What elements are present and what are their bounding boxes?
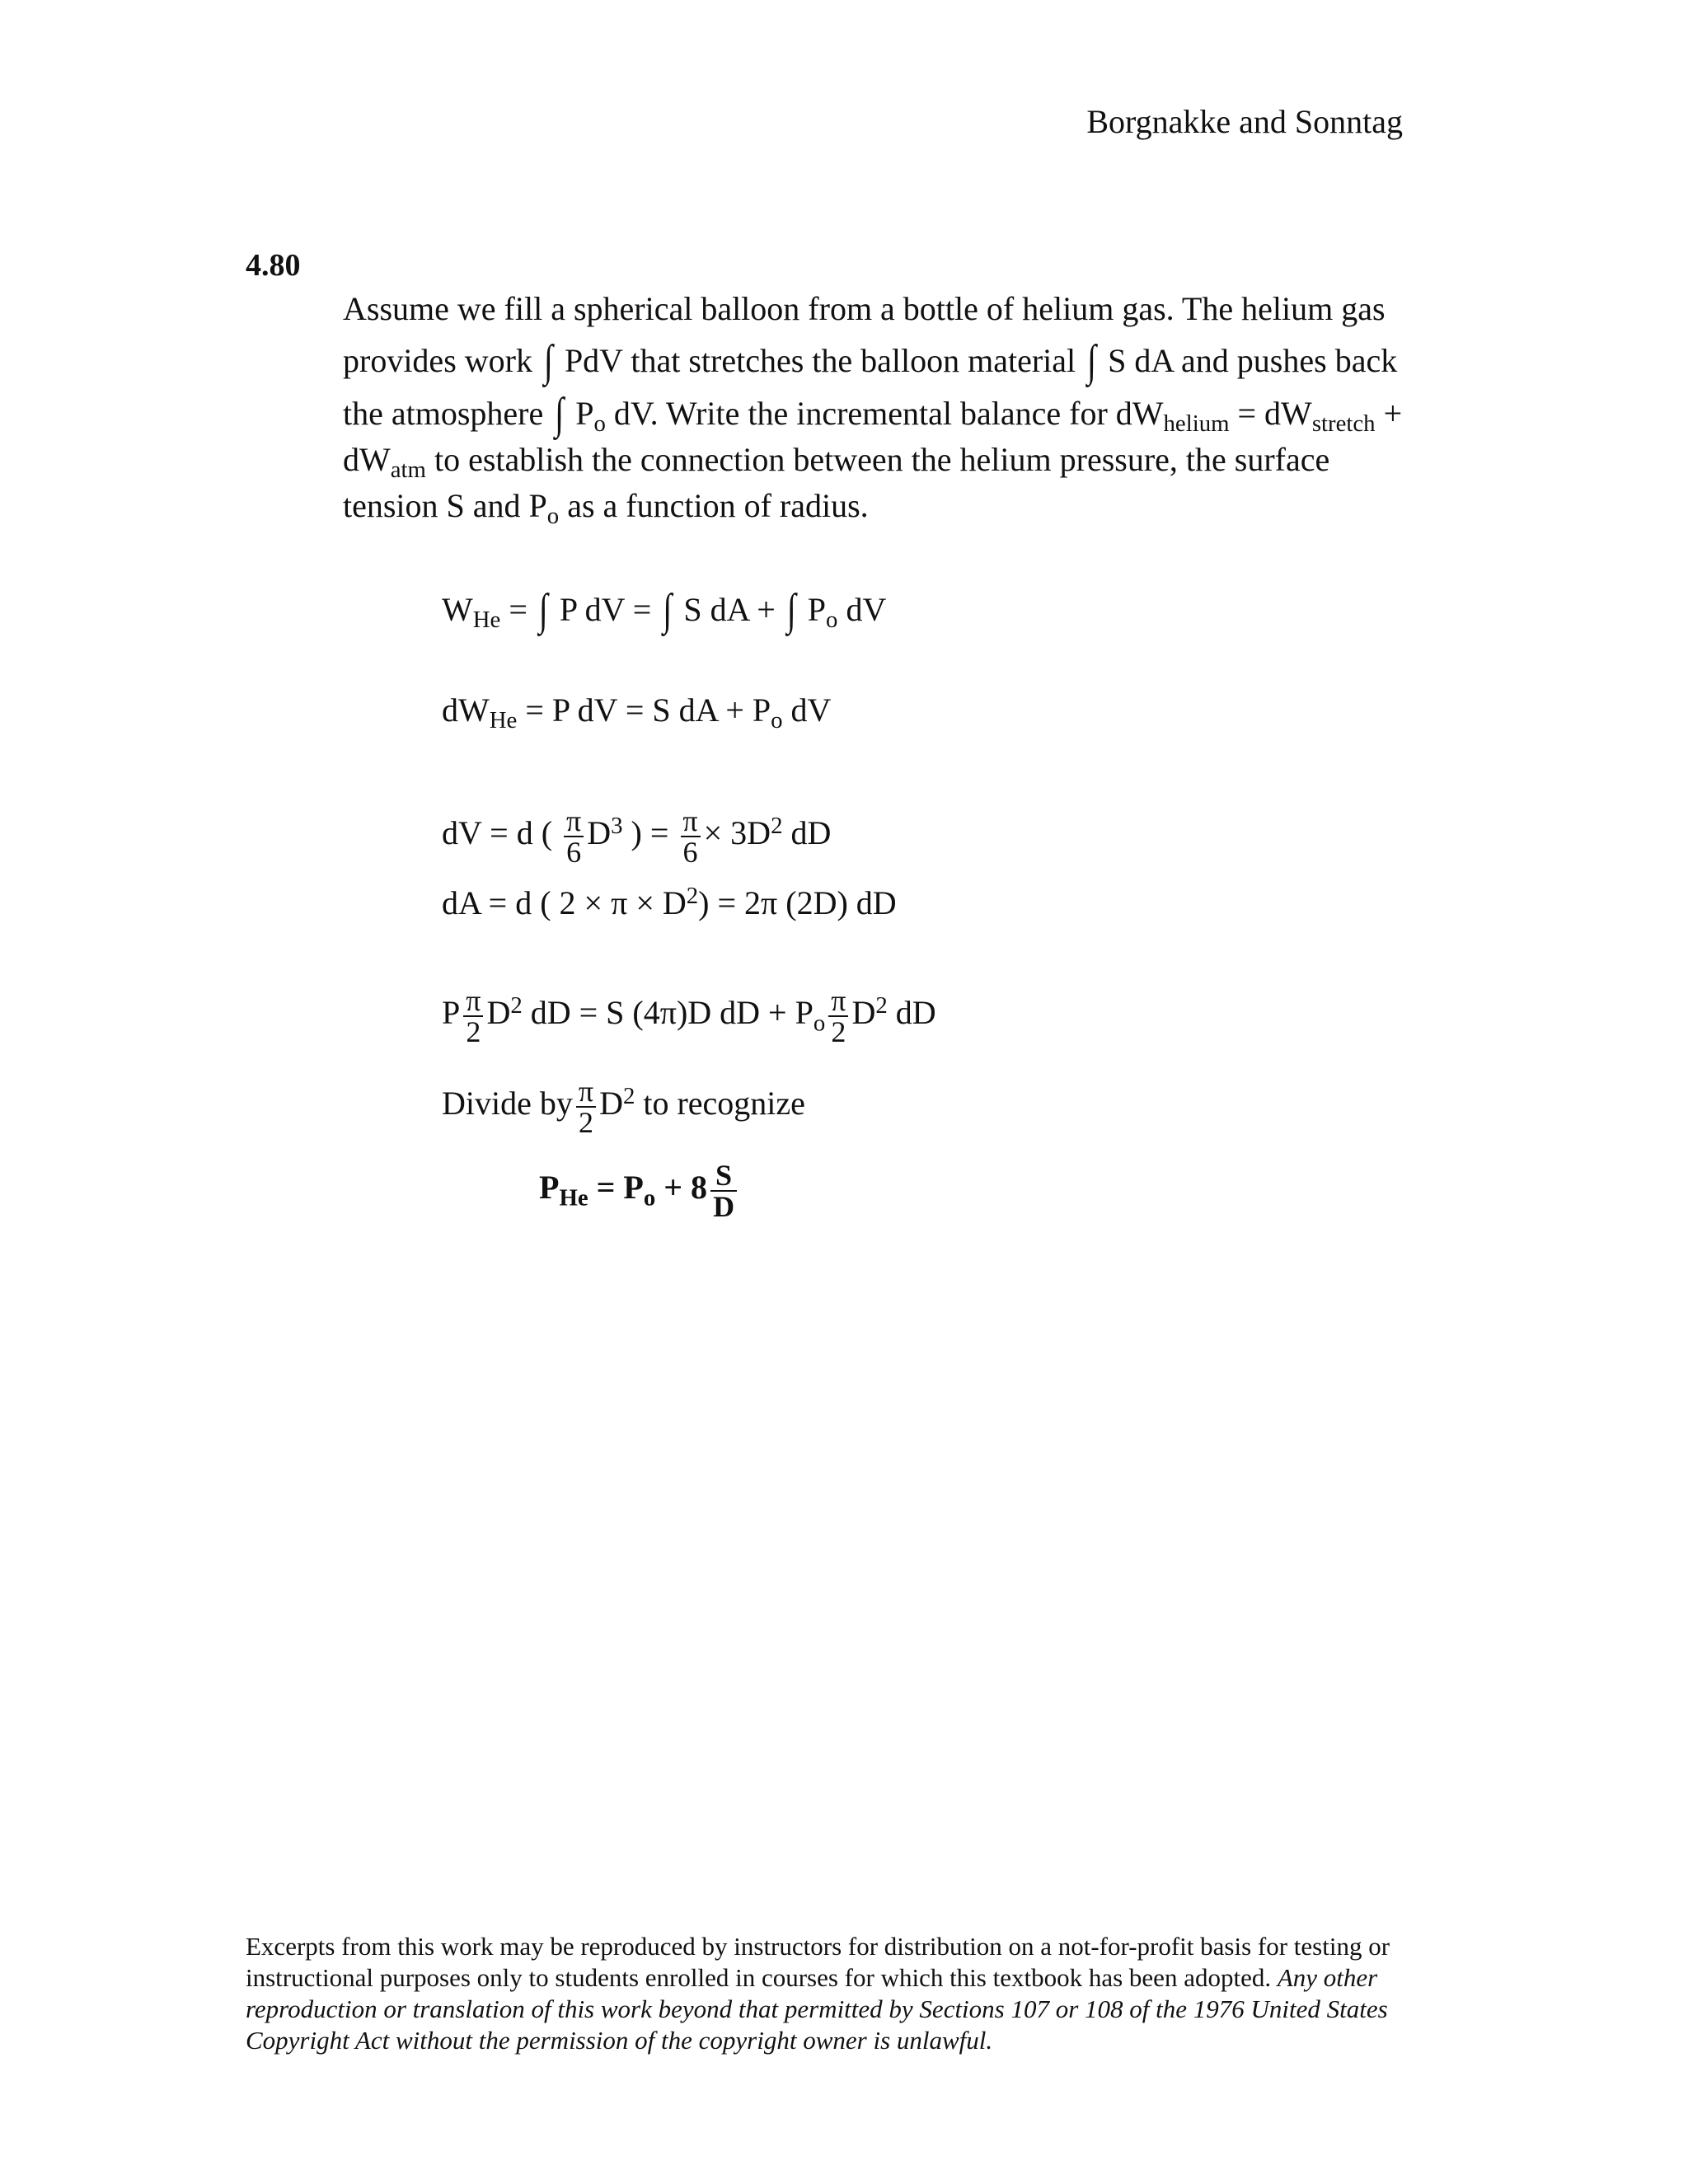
fraction-denominator: D xyxy=(710,1190,737,1221)
eq-text: P xyxy=(442,994,461,1032)
fraction-numerator: π xyxy=(831,984,846,1017)
copyright-footer xyxy=(246,1931,1416,2056)
eq-text: dV xyxy=(782,691,832,729)
eq-text: to recognize xyxy=(635,1085,805,1122)
fraction xyxy=(680,806,700,867)
integral-symbol-icon: ∫ xyxy=(1087,335,1097,386)
subscript: He xyxy=(489,707,518,734)
eq-text: S dA + xyxy=(675,591,784,628)
statement-text: dV. Write the incremental balance for dW xyxy=(605,395,1164,432)
statement-line-2 xyxy=(343,335,1447,386)
eq-text: dD xyxy=(782,814,832,852)
fraction-denominator: 2 xyxy=(576,1106,596,1137)
subscript: stretch xyxy=(1311,410,1376,438)
fraction xyxy=(710,1160,737,1221)
statement-text: provides work xyxy=(343,342,541,379)
problem-number: 4.80 xyxy=(246,248,301,283)
statement-text: PdV that stretches the balloon material xyxy=(556,342,1085,379)
fraction-denominator: 2 xyxy=(463,1015,483,1047)
integral-symbol-icon: ∫ xyxy=(786,584,796,635)
eq-text: W xyxy=(442,591,473,628)
eq-text: = P dV = S dA + P xyxy=(517,691,771,729)
superscript: 2 xyxy=(771,813,783,840)
statement-text: as a function of radius. xyxy=(559,487,869,524)
eq-text: dV xyxy=(837,591,887,628)
eq-text: P dV = xyxy=(551,591,660,628)
statement-line-3 xyxy=(343,387,1447,438)
integral-symbol-icon: ∫ xyxy=(538,584,548,635)
eq-text: dD xyxy=(887,994,936,1032)
statement-text: P xyxy=(575,395,594,432)
equation-divide-note xyxy=(442,1076,805,1137)
fraction-denominator: 2 xyxy=(828,1015,848,1047)
eq-text: dA = d ( 2 × π × D xyxy=(442,884,687,921)
eq-text: P xyxy=(799,591,827,628)
eq-text: × 3D xyxy=(703,814,771,852)
fraction xyxy=(576,1076,596,1137)
result-equation xyxy=(539,1160,740,1221)
fraction-numerator: π xyxy=(682,804,698,837)
fraction-numerator: π xyxy=(566,804,582,837)
statement-text: to establish the connection between the helium pressure, the surface xyxy=(425,441,1330,478)
statement-line-1: Assume we fill a spherical balloon from a bottle of helium gas. The helium gas xyxy=(343,290,1386,327)
eq-text: D xyxy=(851,994,876,1032)
fraction xyxy=(463,986,483,1047)
equation-balance xyxy=(442,986,936,1047)
equation-da xyxy=(442,883,897,922)
eq-text: + 8 xyxy=(655,1169,708,1207)
statement-text: dW xyxy=(343,441,391,478)
equation-work-integral xyxy=(442,584,887,635)
equation-differential-work xyxy=(442,691,832,734)
subscript: helium xyxy=(1163,410,1230,438)
eq-text: D xyxy=(599,1085,623,1122)
subscript: He xyxy=(472,607,501,634)
subscript: o xyxy=(813,1010,826,1037)
eq-text: dV = d ( xyxy=(442,814,561,852)
integral-symbol-icon: ∫ xyxy=(663,584,673,635)
superscript: 2 xyxy=(875,992,888,1019)
integral-symbol-icon: ∫ xyxy=(543,335,553,386)
fraction-numerator: S xyxy=(715,1159,733,1192)
equation-dv xyxy=(442,806,831,867)
subscript: He xyxy=(559,1184,588,1212)
fraction-numerator: π xyxy=(466,984,481,1017)
statement-text: S dA and pushes back xyxy=(1100,342,1398,379)
subscript: o xyxy=(826,607,838,634)
subscript: o xyxy=(643,1184,656,1212)
statement-line-5 xyxy=(343,487,1447,530)
fraction-denominator: 6 xyxy=(564,836,584,867)
eq-text: ) = 2π (2D) dD xyxy=(698,884,897,921)
eq-text: P xyxy=(539,1169,560,1207)
eq-text: dW xyxy=(442,691,490,729)
statement-text: = dW xyxy=(1229,395,1312,432)
subscript: atm xyxy=(390,457,426,484)
footer-text: Excerpts from this work may be reproduced by instructors for distribution on a not-for-profit basis for testing or instructional purposes only to students enrolled in courses for which this textbook has been adopted. xyxy=(246,1932,1390,1992)
eq-text: ) = xyxy=(622,814,678,852)
statement-line-4 xyxy=(343,441,1447,484)
eq-text: = xyxy=(500,591,536,628)
eq-text: D xyxy=(587,814,612,852)
eq-text: Divide by xyxy=(442,1085,573,1122)
superscript: 2 xyxy=(510,992,523,1019)
footer-italic-text: Any other reproduction or translation of this work beyond that permitted by Sections 107 or 108 of the 1976 United States Copyright Act without the permission of the copyright owner is unlawful. xyxy=(246,1963,1388,2055)
eq-text: = P xyxy=(588,1169,644,1207)
fraction xyxy=(564,806,584,867)
statement-text: + xyxy=(1375,395,1403,432)
subscript: o xyxy=(771,707,783,734)
superscript: 2 xyxy=(622,1083,635,1110)
statement-text: the atmosphere xyxy=(343,395,552,432)
statement-text: tension S and P xyxy=(343,487,547,524)
subscript: o xyxy=(546,503,560,530)
eq-text: dD = S (4π)D dD + P xyxy=(522,994,814,1032)
superscript: 3 xyxy=(611,813,623,840)
subscript: o xyxy=(593,410,606,438)
fraction-numerator: π xyxy=(578,1075,594,1108)
eq-text: D xyxy=(486,994,511,1032)
fraction-denominator: 6 xyxy=(681,836,701,867)
fraction xyxy=(828,986,848,1047)
superscript: 2 xyxy=(686,883,699,910)
integral-symbol-icon: ∫ xyxy=(555,387,565,438)
page-header-authors: Borgnakke and Sonntag xyxy=(1086,103,1403,140)
